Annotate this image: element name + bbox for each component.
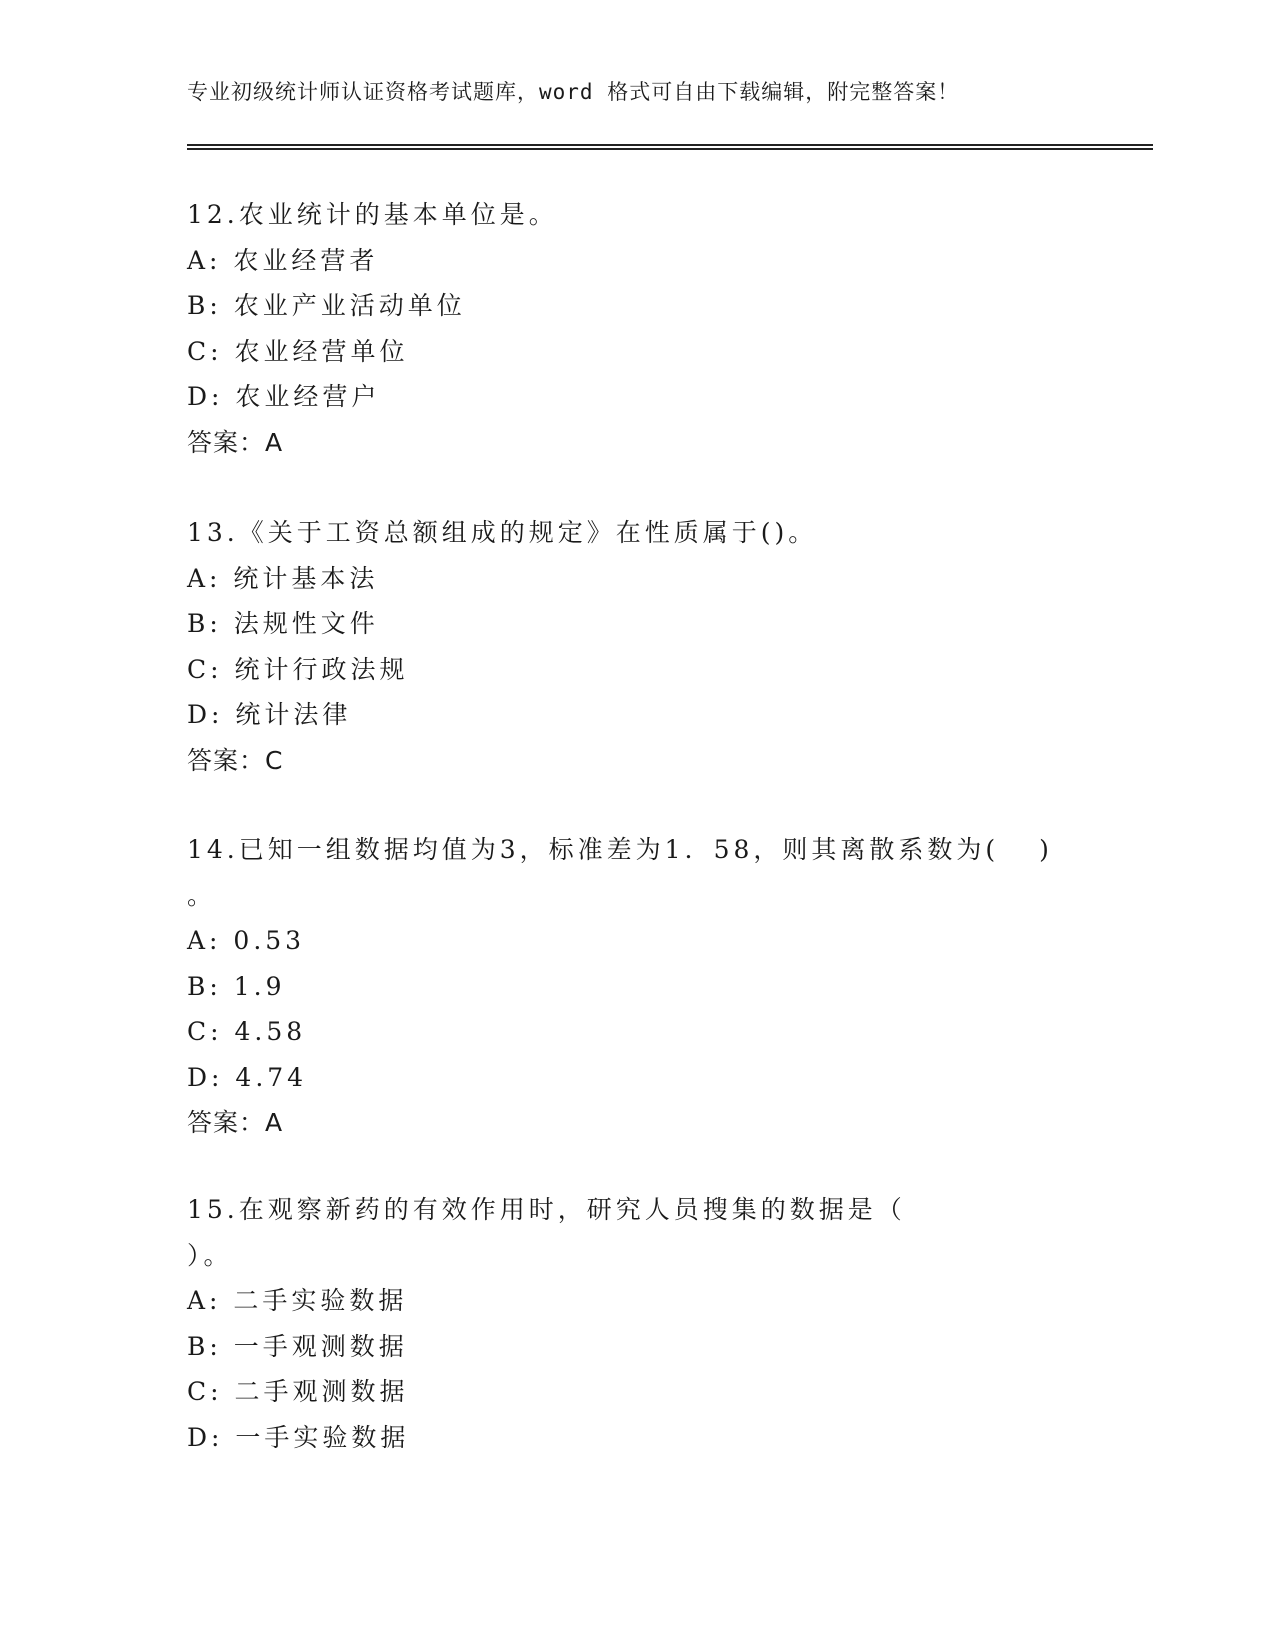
option-b: B: 一手观测数据 xyxy=(187,1331,408,1361)
option-c: C: 4.58 xyxy=(187,1017,307,1046)
question-13 xyxy=(187,510,817,783)
question-stem: 13.《关于工资总额组成的规定》在性质属于()。 xyxy=(187,518,818,547)
option-b: B: 法规性文件 xyxy=(187,609,379,638)
question-12 xyxy=(187,192,558,465)
option-c: C: 二手观测数据 xyxy=(187,1377,409,1406)
option-d: D: 统计法律 xyxy=(187,700,352,729)
answer: 答案：A xyxy=(187,1108,284,1137)
question-stem: 12.农业统计的基本单位是。 xyxy=(187,200,558,229)
option-c: C: 统计行政法规 xyxy=(187,654,409,684)
option-d: D: 农业经营户 xyxy=(187,382,381,411)
answer: 答案：C xyxy=(187,745,284,775)
question-stem-main: 14.已知一组数据均值为3，标准差为1．58，则其离散系数为( xyxy=(187,835,1000,864)
option-d: D: 一手实验数据 xyxy=(187,1422,410,1452)
question-15 xyxy=(187,1187,906,1460)
question-stem-continuation: 。 xyxy=(187,880,217,910)
header-divider xyxy=(187,144,1153,150)
option-a: A: 农业经营者 xyxy=(187,245,379,275)
answer: 答案：A xyxy=(187,427,284,457)
question-14 xyxy=(187,827,1053,1146)
question-stem: 15.在观察新药的有效作用时，研究人员搜集的数据是（ xyxy=(187,1195,906,1224)
option-c: C: 农业经营单位 xyxy=(187,336,409,366)
option-b: B: 1.9 xyxy=(187,971,286,1001)
question-stem-continuation: ）。 xyxy=(187,1240,233,1270)
option-a: A: 二手实验数据 xyxy=(187,1286,408,1315)
page-header-title: 专业初级统计师认证资格考试题库，word 格式可自由下载编辑，附完整答案！ xyxy=(187,80,960,104)
question-stem-close: ) xyxy=(1039,835,1053,864)
question-stem xyxy=(187,827,1053,873)
option-b: B: 农业产业活动单位 xyxy=(187,291,466,320)
option-a: A: 统计基本法 xyxy=(187,563,379,593)
option-a: A: 0.53 xyxy=(187,926,306,955)
option-d: D: 4.74 xyxy=(187,1062,308,1092)
